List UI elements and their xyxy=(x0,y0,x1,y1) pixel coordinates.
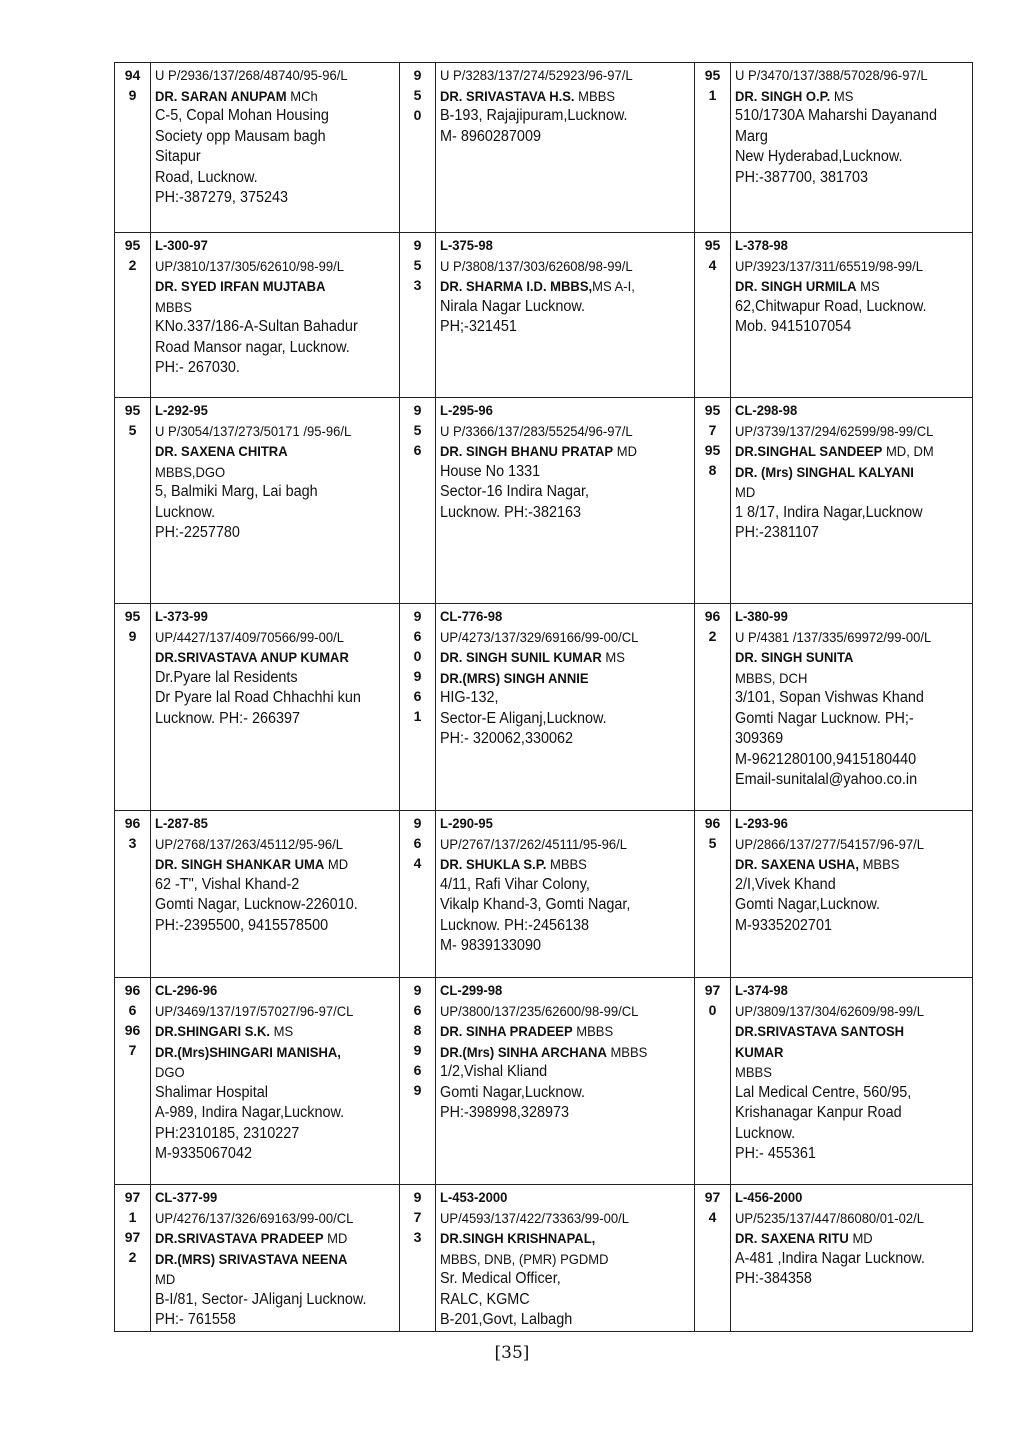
registration-number: UP/3800/137/235/62600/98-99/CL xyxy=(440,1002,639,1019)
address-line: PH:-387279, 375243 xyxy=(155,189,289,206)
address-line: PH:-384358 xyxy=(735,1270,812,1287)
qualification: MBBS xyxy=(572,1023,614,1039)
doctor-name xyxy=(735,276,952,297)
doctor-name-text: DR. SAXENA USHA, xyxy=(735,856,859,872)
license-code: L-290-95 xyxy=(440,815,493,831)
serial-number: 9 5 0 xyxy=(413,67,422,123)
license-code: L-300-97 xyxy=(155,237,208,253)
registration-number: UP/2866/137/277/54157/96-97/L xyxy=(735,835,924,852)
doctor-name xyxy=(735,1021,952,1042)
qualification: MBBS xyxy=(858,856,900,872)
serial-number: 95 4 xyxy=(704,237,721,273)
license-code: CL-299-98 xyxy=(440,982,503,998)
serial-number-cell xyxy=(115,233,151,398)
doctor-name-text: DR. SYED IRFAN MUJTABA xyxy=(155,278,326,294)
address-line: 2/I,Vivek Khand xyxy=(735,875,836,893)
qualification: MCh xyxy=(286,87,318,104)
doctor-name-text: DR. SAXENA CHITRA xyxy=(155,443,288,459)
address-line: 5, Balmiki Marg, Lai bagh xyxy=(155,483,318,500)
directory-row xyxy=(115,811,973,978)
doctor-entry-cell xyxy=(436,1185,695,1332)
license-code: L-292-95 xyxy=(155,402,208,418)
doctor-entry-cell xyxy=(436,604,695,811)
serial-number-cell xyxy=(400,1185,436,1332)
address-line: 510/1730A Maharshi Dayanand xyxy=(735,107,937,124)
address-line: New Hyderabad,Lucknow. xyxy=(735,148,903,165)
serial-number-cell xyxy=(400,811,436,978)
doctor-entry-cell xyxy=(151,1185,400,1332)
doctor-name-text: DR. SINGH O.P. xyxy=(735,87,831,104)
qualification: MD xyxy=(324,856,349,872)
registration-number: UP/4593/137/422/73363/99-00/L xyxy=(440,1209,629,1226)
registration-number: U P/4381 /137/335/69972/99-00/L xyxy=(735,628,932,645)
serial-number: 9 6 4 xyxy=(413,815,422,871)
doctor-name-text: DR. SINGH SUNITA xyxy=(735,649,854,665)
doctor-name-text: DR. SHARMA I.D. MBBS, xyxy=(440,278,593,294)
license-code: L-456-2000 xyxy=(735,1189,803,1205)
doctor-name xyxy=(155,1228,378,1249)
address-line: PH:-2257780 xyxy=(155,524,240,541)
doctor-entry-cell xyxy=(436,811,695,978)
serial-number: 9 6 0 9 6 1 xyxy=(413,608,422,724)
license-code: CL-296-96 xyxy=(155,982,218,998)
address-line: 62 -T", Vishal Khand-2 xyxy=(155,875,300,893)
qualification: MS xyxy=(856,278,880,294)
doctor-name-text: DR. SINGH BHANU PRATAP xyxy=(440,443,614,459)
doctor-entry-cell xyxy=(151,604,400,811)
address-line: PH:-398998,328973 xyxy=(440,1104,570,1121)
license-code: L-380-99 xyxy=(735,608,788,624)
directory-row xyxy=(115,604,973,811)
serial-number-cell xyxy=(695,63,731,233)
qualification: MD xyxy=(613,443,638,459)
doctor-name xyxy=(440,1021,673,1042)
license-code: CL-377-99 xyxy=(155,1189,218,1205)
registration-number: MBBS xyxy=(155,298,192,315)
doctor-entry-cell xyxy=(151,63,400,233)
address-line: 62,Chitwapur Road, Lucknow. xyxy=(735,297,927,315)
qualification: MBBS xyxy=(574,87,616,104)
address-line: PH:- 761558 xyxy=(155,1311,236,1328)
license-code: L-373-99 xyxy=(155,608,208,624)
address-line: Lucknow. xyxy=(155,503,216,521)
address-line: Gomti Nagar,Lucknow. xyxy=(440,1083,586,1101)
doctor-entry-cell xyxy=(731,604,973,811)
doctor-name-text: DR. SAXENA RITU xyxy=(735,1230,849,1246)
doctor-name xyxy=(155,441,378,462)
doctor-name xyxy=(735,1228,952,1249)
serial-number: 95 2 xyxy=(124,237,141,273)
address-line: A-481 ,Indira Nagar Lucknow. xyxy=(735,1249,925,1267)
serial-number-cell xyxy=(400,978,436,1185)
registration-number: DGO xyxy=(155,1064,185,1080)
address-line: Email-sunitalal@yahoo.co.in xyxy=(735,771,918,788)
qualification: MBBS xyxy=(606,1043,648,1060)
registration-number: UP/3923/137/311/65519/98-99/L xyxy=(735,257,923,274)
address-line: PH:-387700, 381703 xyxy=(735,168,869,186)
address-line: Lucknow. PH:- 266397 xyxy=(155,709,301,727)
serial-number: 9 5 6 xyxy=(413,402,422,458)
registration-number: U P/3808/137/303/62608/98-99/L xyxy=(440,257,633,274)
doctor-entry-cell xyxy=(731,1185,973,1332)
doctor-name-text: DR.(MRS) SRIVASTAVA NEENA xyxy=(155,1250,348,1267)
directory-row xyxy=(115,398,973,604)
address-line: Society opp Mausam bagh xyxy=(155,127,326,145)
address-line: PH:2310185, 2310227 xyxy=(155,1124,300,1142)
address-line: 3/101, Sopan Vishwas Khand xyxy=(735,689,924,706)
address-line: Lucknow. PH:-2456138 xyxy=(440,916,590,934)
address-line: Road Mansor nagar, Lucknow. xyxy=(155,338,350,356)
serial-number-cell xyxy=(400,398,436,604)
license-code: CL-776-98 xyxy=(440,608,503,624)
address-line: Lucknow. xyxy=(735,1124,796,1142)
license-code: L-374-98 xyxy=(735,982,788,998)
doctor-name xyxy=(155,276,378,297)
doctor-name xyxy=(440,1042,673,1063)
serial-number-cell xyxy=(115,1185,151,1332)
doctor-name-text: DR.SRIVASTAVA PRADEEP xyxy=(155,1230,324,1246)
doctor-entry-cell xyxy=(151,398,400,604)
address-line: Mob. 9415107054 xyxy=(735,318,852,335)
registration-number: U P/3283/137/274/52923/96-97/L xyxy=(440,67,633,83)
doctor-name xyxy=(155,86,378,107)
directory-row xyxy=(115,1185,973,1332)
doctor-name xyxy=(735,1042,952,1063)
qualification: MD xyxy=(323,1230,348,1246)
address-line: M-9621280100,9415180440 xyxy=(735,750,917,768)
registration-number: UP/4427/137/409/70566/99-00/L xyxy=(155,628,344,645)
doctor-name-text: DR.(MRS) SINGH ANNIE xyxy=(440,669,589,686)
doctor-entry-cell xyxy=(436,233,695,398)
doctor-entry-cell xyxy=(436,63,695,233)
doctor-name-text: DR. SRIVASTAVA H.S. xyxy=(440,87,575,104)
serial-number-cell xyxy=(695,398,731,604)
doctor-name xyxy=(440,86,673,107)
doctor-entry-cell xyxy=(731,233,973,398)
address-line: Dr Pyare lal Road Chhachhi kun xyxy=(155,689,361,706)
address-line: 309369 xyxy=(735,730,784,747)
address-line: PH:-2395500, 9415578500 xyxy=(155,916,329,934)
qualification: MD xyxy=(848,1230,873,1246)
qualification: MS xyxy=(270,1023,294,1039)
address-line: Gomti Nagar Lucknow. PH;- xyxy=(735,709,914,727)
address-line: Gomti Nagar,Lucknow. xyxy=(735,896,881,913)
serial-number: 95 1 xyxy=(704,67,721,103)
address-line: PH:- 267030. xyxy=(155,359,240,376)
address-line: Vikalp Khand-3, Gomti Nagar, xyxy=(440,896,631,913)
registration-number: U P/3054/137/273/50171 /95-96/L xyxy=(155,422,352,439)
doctor-name xyxy=(155,1249,378,1270)
serial-number: 9 5 3 xyxy=(413,237,422,293)
address-line: Gomti Nagar, Lucknow-226010. xyxy=(155,896,358,913)
doctor-name-text: DR. (Mrs) SINGHAL KALYANI xyxy=(735,463,914,480)
registration-number: U P/2936/137/268/48740/95-96/L xyxy=(155,67,348,83)
doctor-name xyxy=(440,854,673,875)
doctor-name-text: DR. SINGH SUNIL KUMAR xyxy=(440,649,602,665)
address-line: Krishanagar Kanpur Road xyxy=(735,1104,902,1121)
address-line: M-9335067042 xyxy=(155,1145,252,1162)
doctor-name xyxy=(440,441,673,462)
serial-number: 95 9 xyxy=(124,608,141,644)
serial-number: 97 0 xyxy=(704,982,721,1018)
registration-number: UP/3469/137/197/57027/96-97/CL xyxy=(155,1002,354,1019)
registration-number: MBBS,DGO xyxy=(155,463,226,480)
doctor-entry-cell xyxy=(151,233,400,398)
doctor-entry-cell xyxy=(151,978,400,1185)
page-number: [35] xyxy=(494,1343,530,1363)
doctor-entry-cell xyxy=(731,398,973,604)
registration-number: UP/3739/137/294/62599/98-99/CL xyxy=(735,422,934,439)
address-line: 4/11, Rafi Vihar Colony, xyxy=(440,875,590,893)
address-line: Dr.Pyare lal Residents xyxy=(155,668,298,686)
registration-number: UP/5235/137/447/86080/01-02/L xyxy=(735,1209,924,1226)
registration-number: UP/4276/137/326/69163/99-00/CL xyxy=(155,1209,354,1226)
registration-number: MD xyxy=(155,1271,176,1287)
directory-row xyxy=(115,63,973,233)
doctor-name xyxy=(155,854,378,875)
serial-number: 94 9 xyxy=(124,67,141,103)
address-line: Lucknow. PH:-382163 xyxy=(440,503,582,521)
doctor-entry-cell xyxy=(731,811,973,978)
address-line: B-201,Govt, Lalbagh xyxy=(440,1311,573,1328)
address-line: Sitapur xyxy=(155,148,201,165)
registration-number: UP/2768/137/263/45112/95-96/L xyxy=(155,835,343,852)
address-line: House No 1331 xyxy=(440,462,541,480)
serial-number-cell xyxy=(400,63,436,233)
license-code: L-453-2000 xyxy=(440,1189,508,1205)
doctor-name-text: DR. SINHA PRADEEP xyxy=(440,1023,573,1039)
serial-number: 96 3 xyxy=(124,815,141,851)
doctor-name xyxy=(155,647,378,668)
qualification: MS xyxy=(601,649,625,665)
address-line: Road, Lucknow. xyxy=(155,168,258,186)
doctor-name xyxy=(735,441,952,462)
address-line: M- 8960287009 xyxy=(440,127,541,145)
address-line: PH:- 320062,330062 xyxy=(440,730,574,747)
serial-number: 9 6 8 9 6 9 xyxy=(413,982,422,1098)
doctor-name xyxy=(440,276,673,297)
serial-number-cell xyxy=(400,233,436,398)
registration-number: MD xyxy=(735,484,756,500)
serial-number: 95 7 95 8 xyxy=(704,402,721,478)
serial-number: 95 5 xyxy=(124,402,141,438)
doctor-name-text: DR.SRIVASTAVA SANTOSH xyxy=(735,1023,905,1039)
address-line: Sector-16 Indira Nagar, xyxy=(440,483,590,500)
registration-number: U P/3470/137/388/57028/96-97/L xyxy=(735,67,928,83)
directory-row xyxy=(115,978,973,1185)
address-line: Nirala Nagar Lucknow. xyxy=(440,297,586,315)
serial-number-cell xyxy=(115,398,151,604)
address-line: Lal Medical Centre, 560/95, xyxy=(735,1083,912,1101)
doctor-name xyxy=(440,668,673,689)
license-code: L-295-96 xyxy=(440,402,493,418)
registration-number: MBBS xyxy=(735,1064,772,1080)
registration-number: UP/3810/137/305/62610/98-99/L xyxy=(155,257,344,274)
serial-number-cell xyxy=(115,811,151,978)
doctor-name xyxy=(155,1021,378,1042)
registration-number: MBBS, DNB, (PMR) PGDMD xyxy=(440,1250,609,1267)
address-line: HIG-132, xyxy=(440,689,499,706)
qualification: MS xyxy=(830,87,854,104)
doctor-entry-cell xyxy=(151,811,400,978)
address-line: PH:-2381107 xyxy=(735,524,819,541)
doctor-entry-cell xyxy=(436,978,695,1185)
serial-number: 97 1 97 2 xyxy=(124,1189,141,1265)
doctor-name xyxy=(735,647,952,668)
serial-number: 96 6 96 7 xyxy=(124,982,141,1058)
address-line: M- 9839133090 xyxy=(440,937,541,954)
doctor-name-text: DR. SINGH URMILA xyxy=(735,278,857,294)
serial-number: 96 2 xyxy=(704,608,721,644)
doctor-name-text: DR.SHINGARI S.K. xyxy=(155,1023,271,1039)
registration-number: UP/4273/137/329/69166/99-00/CL xyxy=(440,628,639,645)
address-line: PH:- 455361 xyxy=(735,1145,816,1162)
doctor-entry-cell xyxy=(436,398,695,604)
doctor-name-text: DR.(Mrs)SHINGARI MANISHA, xyxy=(155,1043,341,1060)
serial-number-cell xyxy=(695,604,731,811)
doctor-name xyxy=(440,1228,673,1249)
address-line: M-9335202701 xyxy=(735,916,832,934)
doctor-name-text: DR.SINGH KRISHNAPAL, xyxy=(440,1230,596,1246)
directory-body xyxy=(115,63,973,1332)
license-code: L-375-98 xyxy=(440,237,493,253)
doctor-name-text: DR. SHUKLA S.P. xyxy=(440,856,547,872)
license-code: CL-298-98 xyxy=(735,402,798,418)
doctor-name xyxy=(440,647,673,668)
registration-number: UP/2767/137/262/45111/95-96/L xyxy=(440,835,628,852)
doctor-name-text: KUMAR xyxy=(735,1043,784,1060)
qualification: MBBS xyxy=(546,856,587,872)
serial-number-cell xyxy=(695,233,731,398)
address-line: RALC, KGMC xyxy=(440,1290,530,1308)
address-line: C-5, Copal Mohan Housing xyxy=(155,107,329,124)
doctor-name xyxy=(735,86,952,107)
doctor-entry-cell xyxy=(731,63,973,233)
serial-number-cell xyxy=(695,978,731,1185)
doctor-directory-table xyxy=(114,62,973,1332)
serial-number-cell xyxy=(400,604,436,811)
license-code: L-293-96 xyxy=(735,815,788,831)
doctor-name-text: DR.SRIVASTAVA ANUP KUMAR xyxy=(155,649,349,665)
address-line: B-I/81, Sector- JAliganj Lucknow. xyxy=(155,1290,367,1308)
serial-number: 97 4 xyxy=(704,1189,721,1225)
serial-number-cell xyxy=(695,811,731,978)
registration-number: MBBS, DCH xyxy=(735,669,808,686)
directory-row xyxy=(115,233,973,398)
address-line: 1/2,Vishal Kliand xyxy=(440,1063,548,1080)
address-line: 1 8/17, Indira Nagar,Lucknow xyxy=(735,503,923,521)
serial-number-cell xyxy=(695,1185,731,1332)
license-code: L-287-85 xyxy=(155,815,208,831)
registration-number: U P/3366/137/283/55254/96-97/L xyxy=(440,422,633,439)
qualification: MD, DM xyxy=(882,443,934,459)
address-line: A-989, Indira Nagar,Lucknow. xyxy=(155,1104,345,1121)
doctor-name-text: DR. SINGH SHANKAR UMA xyxy=(155,856,325,872)
serial-number: 9 7 3 xyxy=(413,1189,422,1245)
serial-number-cell xyxy=(115,604,151,811)
address-line: Marg xyxy=(735,127,768,145)
doctor-entry-cell xyxy=(731,978,973,1185)
serial-number-cell xyxy=(115,978,151,1185)
address-line: PH;-321451 xyxy=(440,318,517,335)
doctor-name-text: DR.SINGHAL SANDEEP xyxy=(735,443,883,459)
qualification: MS A-I, xyxy=(592,278,635,294)
doctor-name-text: DR. SARAN ANUPAM xyxy=(155,87,287,104)
address-line: Sector-E Aliganj,Lucknow. xyxy=(440,709,607,727)
serial-number: 96 5 xyxy=(704,815,721,851)
address-line: KNo.337/186-A-Sultan Bahadur xyxy=(155,318,358,335)
doctor-name xyxy=(735,854,952,875)
doctor-name xyxy=(155,1042,378,1063)
registration-number: UP/3809/137/304/62609/98-99/L xyxy=(735,1002,924,1019)
address-line: Sr. Medical Officer, xyxy=(440,1270,561,1287)
license-code: L-378-98 xyxy=(735,237,788,253)
doctor-name xyxy=(735,462,952,483)
doctor-name-text: DR.(Mrs) SINHA ARCHANA xyxy=(440,1043,607,1060)
address-line: Shalimar Hospital xyxy=(155,1083,268,1101)
address-line: B-193, Rajajipuram,Lucknow. xyxy=(440,107,628,124)
serial-number-cell xyxy=(115,63,151,233)
